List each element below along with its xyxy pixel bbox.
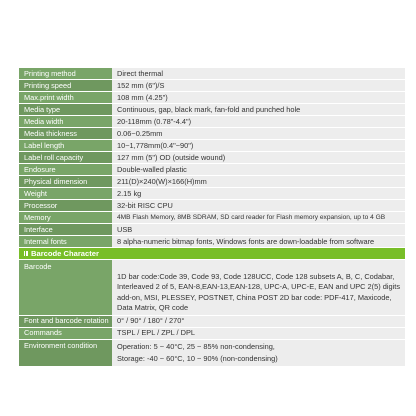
spec-value: USB [112,224,405,236]
spec-table-body [19,68,405,366]
spec-label: Printing speed [19,80,112,92]
spec-label: Interface [19,224,112,236]
spec-row-barcode [19,260,405,316]
spec-row-label-length [19,140,405,152]
spec-value: 4MB Flash Memory, 8MB SDRAM, SD card reader for Flash memory expansion, up to 4 GB [112,212,405,224]
spec-value: Direct thermal [112,68,405,80]
spec-value: 8 alpha-numeric bitmap fonts, Windows fonts are down-loadable from software [112,236,405,248]
spec-label: Barcode [19,260,112,316]
spec-row-media-thickness [19,128,405,140]
spec-label: Physical dimension [19,176,112,188]
spec-label: Internal fonts [19,236,112,248]
spec-label: Endosure [19,164,112,176]
section-header-barcode [19,248,405,260]
spec-row-interface [19,224,405,236]
spec-value: 127 mm (5") OD (outside wound) [112,152,405,164]
environment-storage: Storage: -40 ~ 60°C, 10 ~ 90% (non-condensing) [117,353,278,363]
spec-row-environment [19,339,405,366]
spec-value: Continuous, gap, black mark, fan-fold and punched hole [112,104,405,116]
barcode-icon [24,251,28,256]
spec-row-memory [19,212,405,224]
spec-row-max-print-width [19,92,405,104]
spec-row-physical-dimension [19,176,405,188]
spec-label: Media type [19,104,112,116]
spec-value: 2.15 kg [112,188,405,200]
spec-value: 1D bar code:Code 39, Code 93, Code 128UCC, Code 128 subsets A, B, C, Codabar, Interleaved 2 of 5, EAN-8,EAN-13,EAN-128, UPC-A, UPC-E, EAN and UPC 2(5) digits add-on, MSI, PLESSEY, POSTNET, China POST 2D bar code: PDF-417, Maxicode, Data Matrix, QR code [112,260,405,316]
spec-label: Media width [19,116,112,128]
spec-value: 211(D)×240(W)×166(H)mm [112,176,405,188]
spec-row-internal-fonts [19,236,405,248]
spec-value: 0° / 90° / 180° / 270° [112,315,405,327]
spec-row-enclosure [19,164,405,176]
section-header-label: Barcode Character [31,248,99,258]
spec-value: 108 mm (4.25") [112,92,405,104]
spec-value [112,339,405,366]
spec-value: 32-bit RISC CPU [112,200,405,212]
spec-label: Environment condition [19,339,112,366]
spec-label: Label roll capacity [19,152,112,164]
spec-label: Commands [19,327,112,339]
spec-row-label-roll-capacity [19,152,405,164]
spec-label: Weight [19,188,112,200]
spec-row-media-width [19,116,405,128]
spec-label: Memory [19,212,112,224]
spec-label: Processor [19,200,112,212]
spec-row-media-type [19,104,405,116]
spec-row-printing-method [19,68,405,80]
spec-table [19,68,405,367]
spec-label: Printing method [19,68,112,80]
spec-label: Media thickness [19,128,112,140]
spec-value: 20-118mm (0.78"-4.4") [112,116,405,128]
spec-value: 152 mm (6")/S [112,80,405,92]
spec-value: TSPL / EPL / ZPL / DPL [112,327,405,339]
spec-value: 10~1,778mm(0.4"~90") [112,140,405,152]
spec-row-printing-speed [19,80,405,92]
spec-label: Font and barcode rotation [19,315,112,327]
spec-value: 0.06~0.25mm [112,128,405,140]
spec-row-weight [19,188,405,200]
spec-label: Max.print width [19,92,112,104]
spec-row-commands [19,327,405,339]
spec-row-processor [19,200,405,212]
section-header [19,248,405,260]
spec-label: Label length [19,140,112,152]
spec-value: Double-walled plastic [112,164,405,176]
environment-operation: Operation: 5 ~ 40°C, 25 ~ 85% non-condensing, [117,341,275,351]
spec-row-rotation [19,315,405,327]
